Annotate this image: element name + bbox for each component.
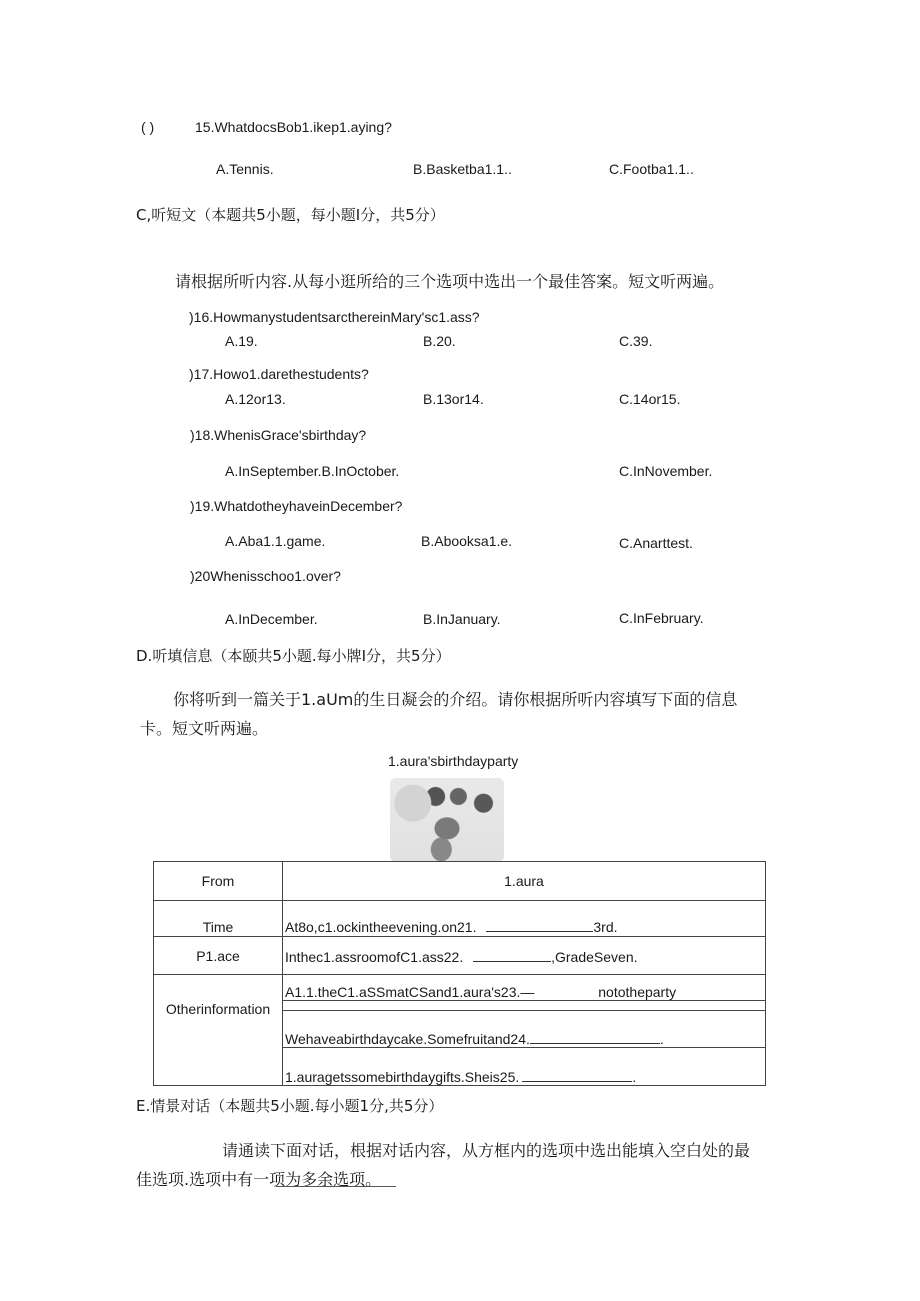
q15-option-c: C.Footba1.1.. <box>609 161 694 177</box>
q15-option-a: A.Tennis. <box>216 161 274 177</box>
q20-option-a: A.InDecember. <box>225 611 318 627</box>
table-row-other <box>154 975 766 1086</box>
other-line-24-text: Wehaveabirthdaycake.Somefruitand24. <box>285 1031 530 1047</box>
q19-option-a: A.Aba1.1.game. <box>225 533 326 549</box>
underline-decoration <box>276 1186 396 1187</box>
q19-option-b: B.Abooksa1.e. <box>421 533 513 549</box>
blank-21[interactable] <box>486 917 593 932</box>
q19-option-c: C.Anarttest. <box>619 535 693 551</box>
q19-question: )19.WhatdotheyhaveinDecember? <box>190 498 403 514</box>
section-c-instruction: 请根据所听内容.从每小逛所给的三个选项中选出一个最佳答案。短文听两遍。 <box>175 272 725 291</box>
section-e-instruction-line1: 请通读下面对话，根据对话内容，从方框内的选项中选出能填入空白处的最 <box>222 1141 751 1160</box>
place-suffix: ,GradeSeven. <box>551 948 638 965</box>
value-time <box>283 901 766 937</box>
other-line-24 <box>283 1011 765 1048</box>
section-c-heading: C,听短文（本题共5小题，每小题I分，共5分） <box>136 206 445 224</box>
label-other: Otherinformation <box>154 975 283 1086</box>
q16-option-b: B.20. <box>423 333 456 349</box>
q20-option-c: C.InFebruary. <box>619 610 704 626</box>
value-from: 1.aura <box>283 862 766 901</box>
other-line-23-text: A1.1.theC1.aSSmatCSand1.aura's23.— <box>285 984 535 1000</box>
section-e-heading: E.情景对话（本题共5小题.每小题1分,共5分） <box>136 1097 444 1115</box>
q18-option-c: C.InNovember. <box>619 463 713 479</box>
other-line-24-suffix: . <box>659 1031 664 1047</box>
table-row-time <box>154 901 766 937</box>
q17-option-a: A.12or13. <box>225 391 286 407</box>
blank-22[interactable] <box>473 947 551 962</box>
blank-25[interactable] <box>522 1067 632 1082</box>
other-line-25-suffix: . <box>632 1069 637 1085</box>
q16-question: )16.HowmanystudentsarcthereinMary'sc1.ass? <box>189 309 480 325</box>
section-d-instruction-line1: 你将听到一篇关于1.aUm的生日凝会的介绍。请你根据所听内容填写下面的信息 <box>173 690 738 709</box>
q15-option-b: B.Basketba1.1.. <box>413 161 512 177</box>
q20-question: )20Whenisschoo1.over? <box>190 568 341 584</box>
place-text: Inthec1.assroomofC1.ass22. <box>285 948 464 965</box>
section-d-heading: D.听填信息（本颐共5小题.每小牌I分，共5分） <box>136 647 451 665</box>
card-title: 1.aura'sbirthdayparty <box>388 753 519 769</box>
other-line-25-text: 1.auragetssomebirthdaygifts.Sheis25. <box>285 1069 520 1085</box>
q17-question: )17.Howo1.darethestudents? <box>189 366 369 382</box>
value-other <box>283 975 766 1086</box>
label-place: P1.ace <box>154 937 283 975</box>
other-line-25 <box>283 1048 765 1085</box>
q20-option-b: B.InJanuary. <box>423 611 501 627</box>
table-row-place <box>154 937 766 975</box>
info-card-table <box>153 861 766 1086</box>
q18-question: )18.WhenisGrace'sbirthday? <box>190 427 367 443</box>
label-from: From <box>154 862 283 901</box>
q18-option-ab: A.InSeptember.B.InOctober. <box>225 463 400 479</box>
birthday-party-illustration <box>390 778 504 862</box>
q15-answer-paren: ( ) <box>141 119 155 135</box>
other-line-23-suffix: nototheparty <box>598 984 677 1000</box>
other-line-23 <box>283 975 765 1001</box>
value-place <box>283 937 766 975</box>
q17-option-c: C.14or15. <box>619 391 681 407</box>
q16-option-a: A.19. <box>225 333 258 349</box>
section-d-instruction-line2: 卡。短文听两遍。 <box>140 719 269 738</box>
q17-option-b: B.13or14. <box>423 391 484 407</box>
q16-option-c: C.39. <box>619 333 653 349</box>
blank-24[interactable] <box>530 1029 660 1044</box>
table-row-from <box>154 862 766 901</box>
time-text: At8o,c1.ockintheevening.on21. <box>285 919 477 935</box>
other-spacer <box>283 1001 765 1011</box>
time-suffix: 3rd. <box>593 919 618 935</box>
label-time: Time <box>154 901 283 937</box>
q15-question: 15.WhatdocsBob1.ikep1.aying? <box>195 119 392 135</box>
section-e-instruction-line2-text: 佳选项.选项中有一项为多余选项。 <box>136 1170 382 1189</box>
